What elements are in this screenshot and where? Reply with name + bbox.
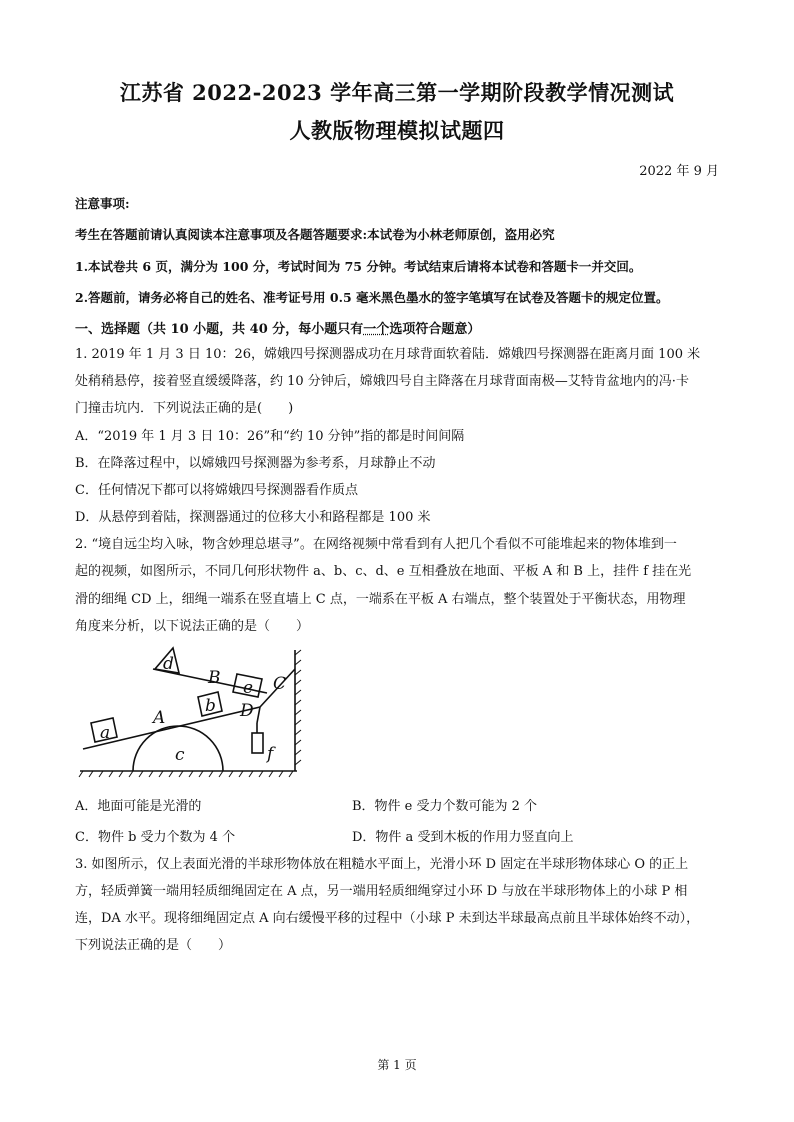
label-point-d: D xyxy=(240,701,254,721)
q1-option-d: D．从悬停到着陆，探测器通过的位移大小和路程都是 100 米 xyxy=(75,510,431,525)
q2-option-a: A．地面可能是光滑的 xyxy=(75,799,202,814)
q2-stem-line: 2. “境自远尘均入咏，物含妙理总堪寻”。在网络视频中常看到有人把几个看似不可能堆起来的物体堆到一 xyxy=(75,537,677,552)
label-c: c xyxy=(175,745,185,765)
q2-option-c: C．物件 b 受力个数为 4 个 xyxy=(75,830,236,845)
label-e: e xyxy=(243,678,254,698)
label-point-c: C xyxy=(273,674,287,694)
exam-date: 2022 年 9 月 xyxy=(639,164,719,179)
page-title: 江苏省 2022-2023 学年高三第一学期阶段教学情况测试 xyxy=(119,80,675,105)
ground-hatch xyxy=(79,771,293,777)
q1-option-c: C．任何情况下都可以将嫦娥四号探测器看作质点 xyxy=(75,483,358,498)
label-plank-b: B xyxy=(208,668,221,688)
notice-item: 考生在答题前请认真阅读本注意事项及各题答题要求:本试卷为小林老师原创，盗用必究 xyxy=(75,227,555,242)
label-f: f xyxy=(267,744,274,764)
q2-figure xyxy=(75,645,315,780)
q2-stem-line: 起的视频，如图所示，不同几何形状物件 a、b、c、d、e 互相叠放在地面、平板 A 和 B 上，挂件 f 挂在光 xyxy=(75,564,692,579)
q2-option-d: D．物件 a 受到木板的作用力竖直向上 xyxy=(352,830,574,845)
section-title: 一、选择题（共 10 小题，共 40 分，每小题只有一个选项符合题意） xyxy=(75,322,481,337)
q3-stem-line: 连，DA 水平。现将细绳固定点 A 向右缓慢平移的过程中（小球 P 未到达半球最高点前且半球体始终不动）， xyxy=(75,911,700,926)
q3-stem-line: 3. 如图所示，仅上表面光滑的半球形物体放在粗糙水平面上，光滑小环 D 固定在半球形物体球心 O 的正上 xyxy=(75,857,689,872)
wall-hatch xyxy=(295,650,301,765)
q3-stem-line: 下列说法正确的是（ ） xyxy=(75,938,232,953)
notice-item: 2.答题前，请务必将自己的姓名、准考证号用 0.5 毫米黑色墨水的签字笔填写在试卷及答题卡的规定位置。 xyxy=(75,290,669,305)
label-d: d xyxy=(163,654,174,674)
notice-heading: 注意事项: xyxy=(75,196,130,211)
q1-stem-line: 1. 2019 年 1 月 3 日 10：26，嫦娥四号探测器成功在月球背面软着陆．嫦娥四号探测器在距离月面 100 米 xyxy=(75,347,701,362)
q3-stem-line: 方，轻质弹簧一端用轻质细绳固定在 A 点，另一端用轻质细绳穿过小环 D 与放在半球形物体上的小球 P 相 xyxy=(75,884,688,899)
q2-stem-line: 滑的细绳 CD 上，细绳一端系在竖直墙上 C 点，一端系在平板 A 右端点，整个装置处于平衡状态，用物理 xyxy=(75,592,686,607)
label-plank-a: A xyxy=(153,708,166,728)
q2-stem-line: 角度来分析，以下说法正确的是（ ） xyxy=(75,619,310,634)
page-subtitle: 人教版物理模拟试题四 xyxy=(289,118,505,143)
q2-option-b: B．物件 e 受力个数可能为 2 个 xyxy=(352,799,538,814)
label-b: b xyxy=(205,696,216,716)
page-number: 第 1 页 xyxy=(377,1058,417,1072)
notice-item: 1.本试卷共 6 页，满分为 100 分，考试时间为 75 分钟。考试结束后请将本试卷和答题卡一并交回。 xyxy=(75,259,642,274)
label-a: a xyxy=(100,723,111,743)
q1-stem-line: 门撞击坑内．下列说法正确的是( ) xyxy=(75,401,294,416)
q1-option-a: A．“2019 年 1 月 3 日 10：26”和“约 10 分钟”指的都是时间间隔 xyxy=(75,429,465,444)
q1-option-b: B．在降落过程中，以嫦娥四号探测器为参考系，月球静止不动 xyxy=(75,456,436,471)
q1-stem-line: 处稍稍悬停，接着竖直缓缓降落，约 10 分钟后，嫦娥四号自主降落在月球背面南极—艾特肯盆地内的冯·卡 xyxy=(75,374,689,389)
hanging-f xyxy=(252,733,263,753)
rope-f xyxy=(257,707,260,723)
